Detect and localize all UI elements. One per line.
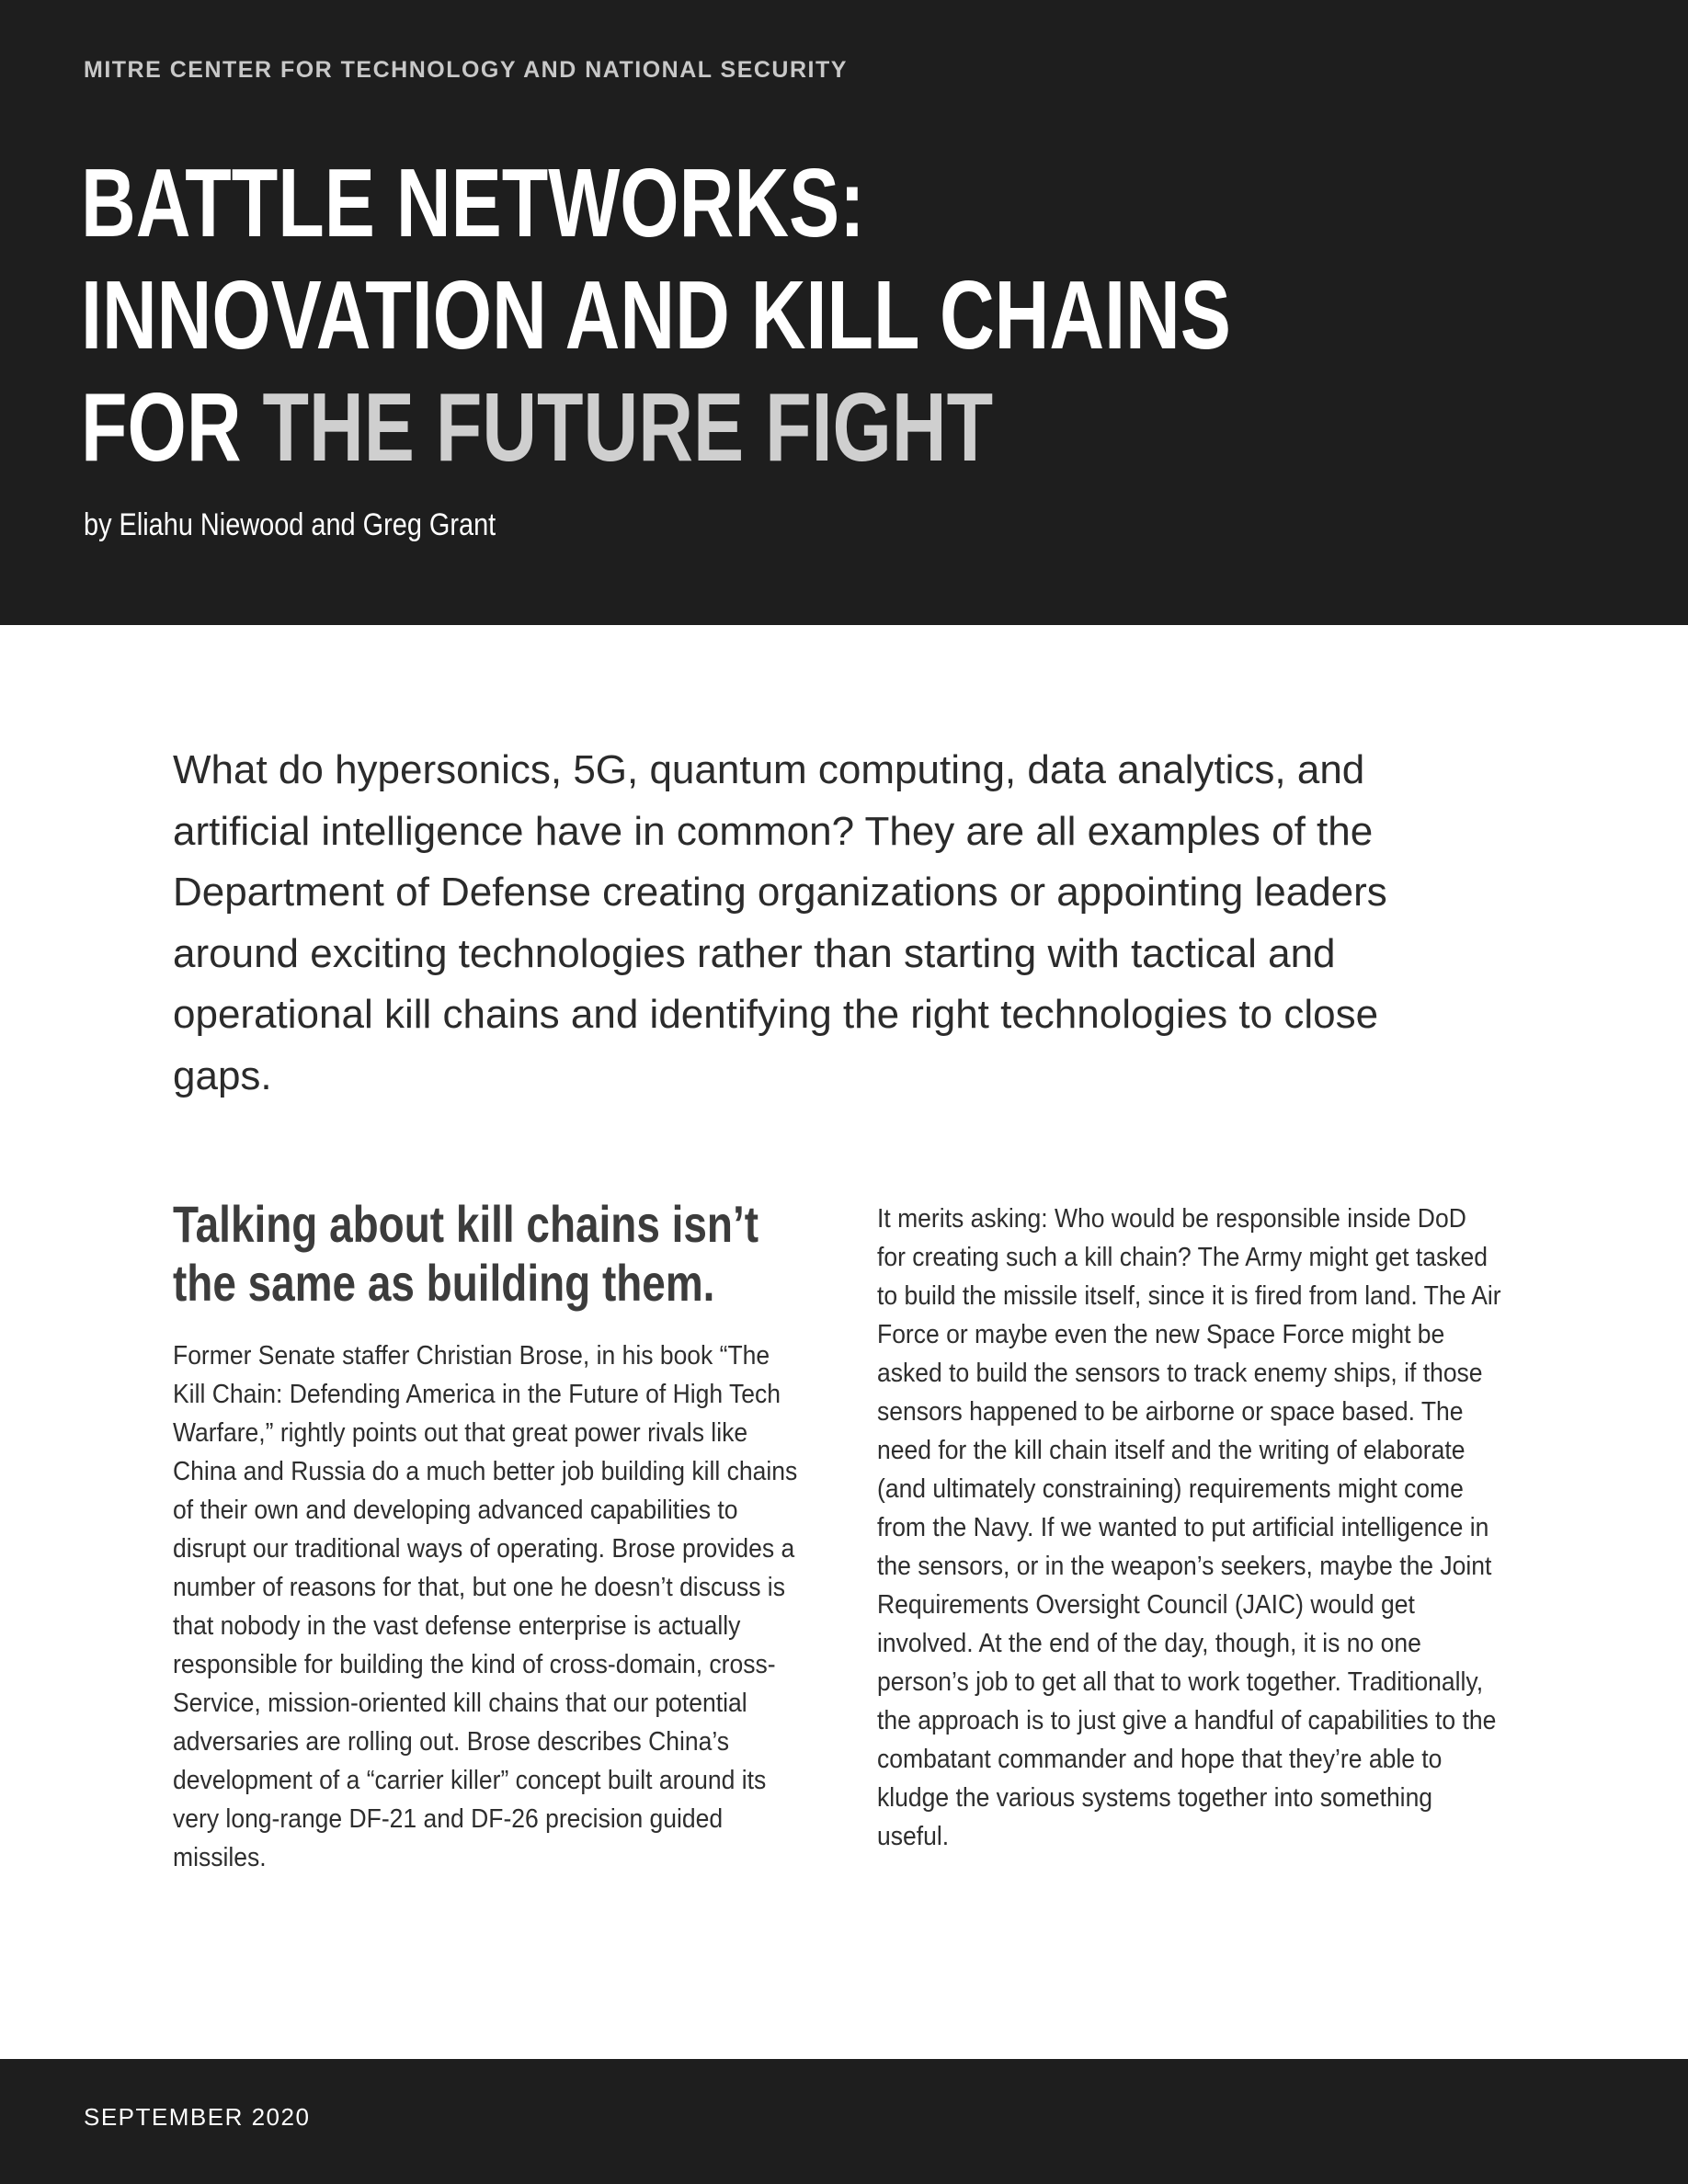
title-line-3-accent: THE FUTURE FIGHT (262, 373, 994, 482)
title-line-1: BATTLE NETWORKS: (81, 149, 865, 257)
header-banner (0, 0, 1688, 625)
document-title (81, 147, 1231, 483)
author-byline: by Eliahu Niewood and Greg Grant (84, 507, 496, 542)
title-line-3 (81, 371, 1231, 483)
title-line-3-lead: FOR (81, 373, 263, 482)
section-heading: Talking about kill chains isn’t the same as building them. (173, 1195, 759, 1312)
left-column (173, 1195, 816, 1877)
lead-paragraph: What do hypersonics, 5G, quantum computing, data analytics, and artificial intelligence have in common? They are all examples of the Department of Defense creating organizations or appointing leaders around exciting technologies rather than starting with tactical and operational kill chains and identifying the right technologies to close gaps. (173, 747, 1387, 1098)
left-body-paragraph: Former Senate staffer Christian Brose, in his book “The Kill Chain: Defending America in the Future of High Tech Warfare,” rightly points out that great power rivals like China and Russia do a much better job building kill chains of their own and developing advanced capabilities to disrupt our traditional ways of operating. Brose provides a number of reasons for that, but one he doesn’t discuss is that nobody in the vast defense enterprise is actually responsible for building the kind of cross-domain, cross-Service, mission-oriented kill chains that our potential adversaries are rolling out. Brose describes China’s development of a “carrier killer” concept built around its very long-range DF-21 and DF-26 precision guided missiles. (173, 1341, 798, 1872)
title-line-2: INNOVATION AND KILL CHAINS (81, 261, 1231, 370)
footer-banner (0, 2059, 1688, 2184)
organization-name: MITRE CENTER FOR TECHNOLOGY AND NATIONAL SECURITY (84, 57, 848, 83)
publication-date: SEPTEMBER 2020 (84, 2103, 311, 2131)
right-column (877, 1200, 1502, 1856)
right-body-paragraph: It merits asking: Who would be responsible inside DoD for creating such a kill chain? The Army might get tasked to build the missile itself, since it is fired from land. The Air Force or maybe even the new Space Force might be asked to build the sensors to track enemy ships, if those sensors happened to be airborne or space based. The need for the kill chain itself and the writing of elaborate (and ultimately constraining) requirements might come from the Navy. If we wanted to put artificial intelligence in the sensors, or in the weapon’s seekers, maybe the Joint Requirements Oversight Council (JAIC) would get involved. At the end of the day, though, it is no one person’s job to get all that to work together. Traditionally, the approach is to just give a handful of capabilities to the combatant commander and hope that they’re able to kludge the various systems together into something useful. (877, 1204, 1501, 1851)
